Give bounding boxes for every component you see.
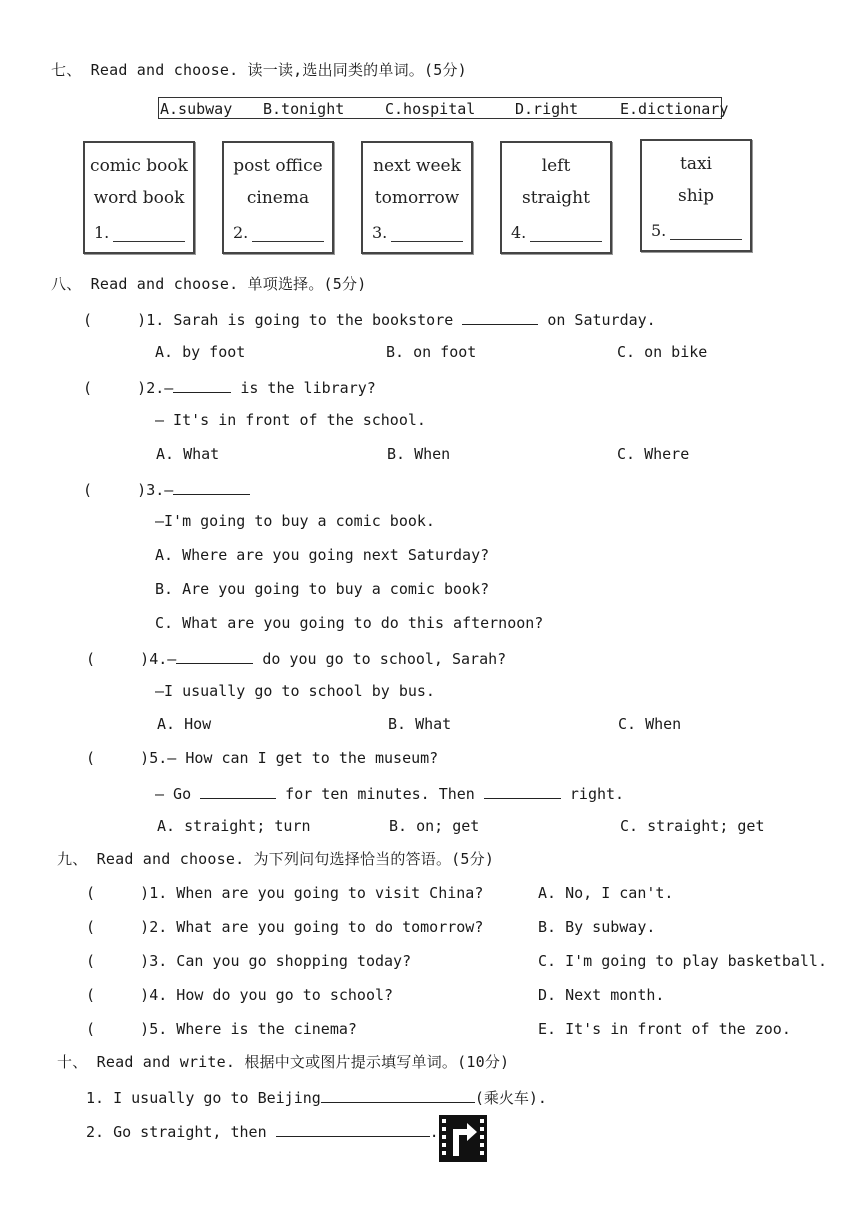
match-answer-c: C. I'm going to play basketball.: [538, 952, 827, 970]
word-card-4: [500, 141, 612, 254]
word-options-box: [158, 97, 729, 119]
write-item-1: 1. I usually go to Beijing (乘火车).: [86, 1089, 547, 1107]
option-b: B.tonight: [263, 100, 345, 118]
card-word: taxi: [680, 154, 712, 174]
q2-option-c: C. Where: [617, 445, 690, 463]
answer-blank[interactable]: [670, 239, 742, 240]
answer-paren[interactable]: ( ): [86, 884, 150, 902]
answer-paren[interactable]: ( ): [86, 986, 150, 1004]
word-card-1: [83, 141, 195, 254]
card-word: left: [541, 156, 571, 176]
answer-blank[interactable]: [276, 1121, 430, 1137]
question-1: ( )1. Sarah is going to the bookstore on Saturday.: [83, 311, 656, 329]
section-7-heading: 七、 Read and choose. 读一读,选出同类的单词。(5分): [51, 61, 467, 79]
answer-blank[interactable]: [176, 648, 253, 664]
answer-blank[interactable]: [113, 241, 185, 242]
answer-blank[interactable]: [462, 309, 538, 325]
q3-option-a: A. Where are you going next Saturday?: [155, 546, 490, 564]
q5-reply: — Go for ten minutes. Then right.: [155, 785, 625, 803]
q3-option-c: C. What are you going to do this afternoon?: [155, 614, 544, 632]
q2-option-b: B. When: [387, 445, 451, 463]
card-word: cinema: [246, 188, 310, 208]
q4-option-c: C. When: [618, 715, 682, 733]
option-a: A.subway: [160, 100, 233, 118]
match-answer-e: E. It's in front of the zoo.: [538, 1020, 791, 1038]
turn-right-sign-icon: [439, 1115, 487, 1162]
question-3: ( )3.—: [83, 479, 250, 499]
option-e: E.dictionary: [620, 100, 729, 118]
match-question-2: ( )2. What are you going to do tomorrow?: [86, 918, 484, 936]
question-5: ( )5.— How can I get to the museum?: [86, 749, 439, 767]
card-number: 2.: [233, 223, 249, 242]
section-8-heading: 八、 Read and choose. 单项选择。(5分): [51, 275, 367, 293]
answer-paren[interactable]: ( ): [86, 650, 150, 668]
answer-blank[interactable]: [484, 783, 561, 799]
section-10-heading: 十、 Read and write. 根据中文或图片提示填写单词。(10分): [57, 1053, 510, 1071]
match-question-5: ( )5. Where is the cinema?: [86, 1020, 357, 1038]
match-answer-a: A. No, I can't.: [538, 884, 674, 902]
match-question-4: ( )4. How do you go to school?: [86, 986, 394, 1004]
q4-option-a: A. How: [157, 715, 212, 733]
card-word: ship: [678, 186, 714, 206]
card-number: 1.: [94, 223, 110, 242]
answer-blank[interactable]: [173, 479, 250, 495]
q2-option-a: A. What: [156, 445, 220, 463]
answer-blank[interactable]: [200, 783, 276, 799]
question-2: ( )2.— is the library?: [83, 379, 376, 397]
match-answer-d: D. Next month.: [538, 986, 665, 1004]
option-d: D.right: [515, 100, 579, 118]
match-question-1: ( )1. When are you going to visit China?: [86, 884, 484, 902]
match-answer-b: B. By subway.: [538, 918, 656, 936]
q3-reply: —I'm going to buy a comic book.: [155, 512, 435, 530]
answer-paren[interactable]: ( ): [86, 1020, 150, 1038]
card-word: post office: [233, 156, 323, 176]
q1-option-b: B. on foot: [386, 343, 477, 361]
word-card-5: [640, 139, 752, 252]
q1-option-c: C. on bike: [617, 343, 708, 361]
write-item-2: 2. Go straight, then .: [86, 1123, 439, 1141]
card-number: 3.: [372, 223, 388, 242]
q5-option-c: C. straight; get: [620, 817, 765, 835]
q4-option-b: B. What: [388, 715, 452, 733]
match-question-3: ( )3. Can you go shopping today?: [86, 952, 412, 970]
card-word: tomorrow: [374, 188, 460, 208]
answer-blank[interactable]: [391, 241, 463, 242]
word-card-3: [361, 141, 473, 254]
q1-option-a: A. by foot: [155, 343, 246, 361]
answer-blank[interactable]: [252, 241, 324, 242]
q5-option-a: A. straight; turn: [157, 817, 311, 835]
answer-paren[interactable]: ( ): [83, 481, 147, 499]
q3-option-b: B. Are you going to buy a comic book?: [155, 580, 490, 598]
q4-reply: —I usually go to school by bus.: [155, 682, 435, 700]
answer-blank[interactable]: [173, 377, 231, 393]
answer-blank[interactable]: [321, 1087, 475, 1103]
card-word: comic book: [90, 156, 188, 176]
word-card-2: [222, 141, 334, 254]
question-4: ( )4.— do you go to school, Sarah?: [86, 650, 507, 668]
card-number: 5.: [651, 221, 667, 240]
card-word: word book: [93, 188, 185, 208]
section-9-heading: 九、 Read and choose. 为下列问句选择恰当的答语。(5分): [57, 850, 495, 868]
answer-paren[interactable]: ( ): [83, 311, 147, 329]
card-word: next week: [373, 156, 461, 176]
answer-paren[interactable]: ( ): [86, 749, 150, 767]
answer-paren[interactable]: ( ): [86, 952, 150, 970]
option-c: C.hospital: [385, 100, 476, 118]
q5-option-b: B. on; get: [389, 817, 480, 835]
card-word: straight: [522, 188, 590, 208]
q2-reply: — It's in front of the school.: [155, 411, 426, 429]
answer-paren[interactable]: ( ): [86, 918, 150, 936]
answer-blank[interactable]: [530, 241, 602, 242]
answer-paren[interactable]: ( ): [83, 379, 147, 397]
card-number: 4.: [511, 223, 527, 242]
